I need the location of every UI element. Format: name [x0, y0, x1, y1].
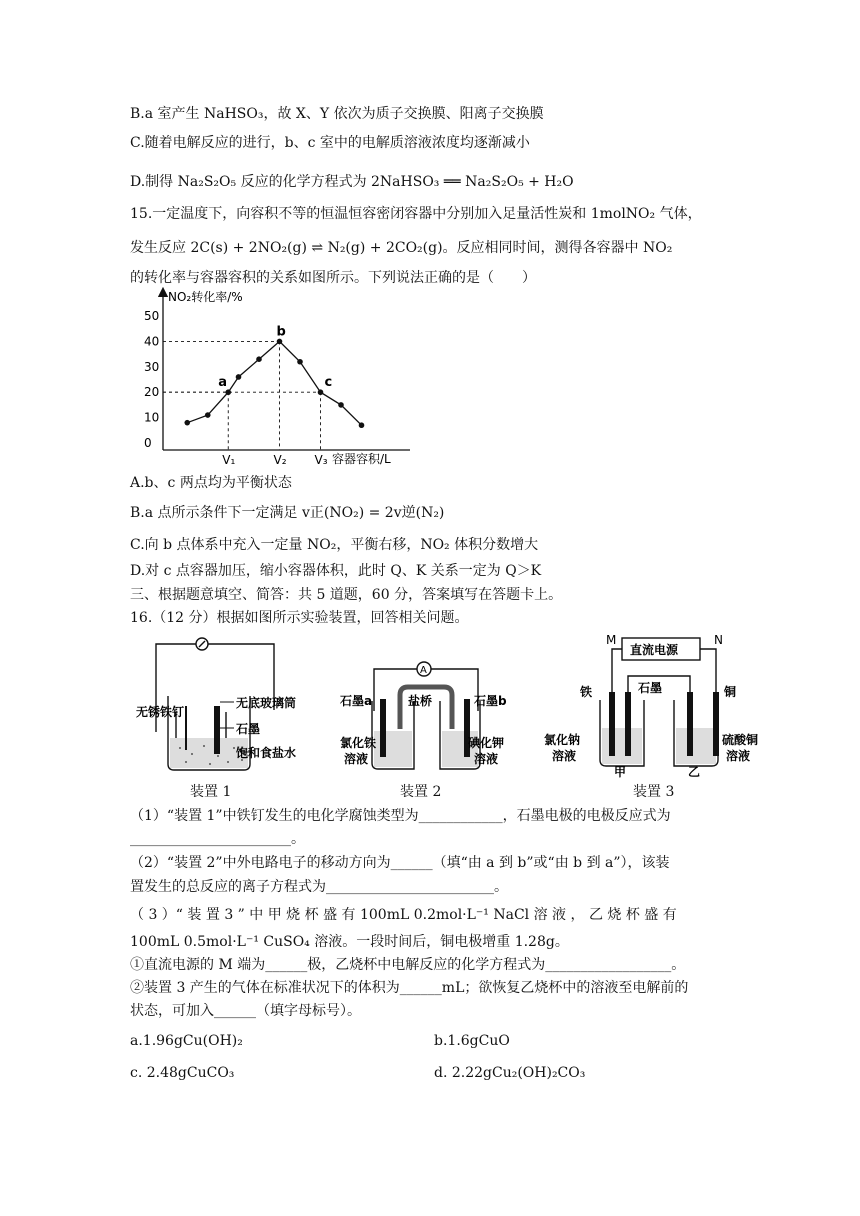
y-tick-label: 30	[144, 359, 160, 374]
option-a: A.b、c 两点均为平衡状态	[130, 475, 292, 491]
option-b: B.a 点所示条件下一定满足 v正(NO₂) = 2v逆(N₂)	[130, 505, 445, 521]
x-tick-label: V₂	[273, 453, 287, 467]
ammeter-label: A	[420, 665, 427, 676]
graphite-electrode	[625, 692, 631, 756]
nacl-label2: 溶液	[552, 749, 577, 763]
series-line	[187, 341, 361, 425]
question-15-line1: 15.一定温度下，向容积不等的恒温恒容密闭容器中分别加入足量活性炭和 1molNO₂ 气体，	[130, 206, 702, 222]
data-point	[297, 359, 303, 365]
part-1-line1: （1）“装置 1”中铁钉发生的电化学腐蚀类型为____________，石墨电极的电极反应式为	[130, 808, 671, 824]
jia-label: 甲	[614, 765, 627, 778]
point-label-c: c	[324, 375, 333, 391]
data-point	[277, 339, 283, 345]
data-point	[225, 389, 231, 395]
data-point	[318, 389, 324, 395]
x-tick-label: V₃	[314, 453, 328, 467]
y-tick-label: 10	[144, 410, 160, 425]
y-tick-label: 50	[144, 309, 160, 324]
option-d: D.对 c 点容器加压，缩小容器体积，此时 Q、K 关系一定为 Q＞K	[130, 563, 542, 579]
caption-2: 装置 2	[400, 784, 442, 800]
ki-label2: 溶液	[474, 752, 499, 766]
graphite-label: 石墨	[236, 722, 261, 736]
copper-label: 铜	[724, 685, 737, 699]
part-1-line2: _______________________。	[130, 831, 305, 847]
tube-label: 无底玻璃筒	[236, 696, 297, 710]
iron-electrode	[609, 692, 615, 756]
m-label: M	[606, 633, 617, 647]
fecl3-label: 氯化铁	[340, 736, 377, 750]
nacl-label: 氯化钠	[544, 733, 581, 747]
y-tick-label: 20	[144, 385, 160, 400]
caption-1: 装置 1	[190, 784, 232, 800]
cuso4-label2: 溶液	[726, 749, 751, 763]
n-label: N	[714, 633, 723, 647]
x-tick-label: V₁	[222, 453, 236, 467]
point-label-b: b	[276, 324, 286, 340]
data-point	[184, 420, 190, 426]
part-3-line5: 状态，可加入______（填字母标号）。	[130, 1003, 361, 1019]
data-point	[338, 402, 344, 408]
question-15-line2: 发生反应 2C(s) + 2NO₂(g) ⇌ N₂(g) + 2CO₂(g)。反应相同时间，测得各容器中 NO₂	[130, 240, 673, 256]
data-point	[256, 356, 262, 362]
part-3-line2: 100mL 0.5mol·L⁻¹ CuSO₄ 溶液。一段时间后，铜电极增重 1.28g。	[130, 934, 569, 950]
apparatus-1	[130, 636, 330, 786]
option-c-prev: C.随着电解反应的进行，b、c 室中的电解质溶液浓度均逐渐减小	[130, 135, 530, 151]
graphite-b-label: 石墨b	[474, 694, 507, 708]
fecl3-label2: 溶液	[344, 752, 369, 766]
apparatus-2	[340, 655, 540, 775]
cuso4-label: 硫酸铜	[722, 733, 759, 747]
caption-3: 装置 3	[633, 784, 675, 800]
data-point	[205, 412, 211, 418]
data-point	[236, 374, 242, 380]
part-3-line4: ②装置 3 产生的气体在标准状况下的体积为______mL；欲恢复乙烧杯中的溶液至电解前的	[130, 980, 689, 996]
part-3-line3: ①直流电源的 M 端为______极，乙烧杯中电解反应的化学方程式为__________________。	[130, 957, 686, 973]
graphite-a-label: 石墨a	[340, 694, 373, 708]
graphite-a	[380, 699, 386, 757]
part-2-line2: 置发生的总反应的离子方程式为________________________。	[130, 879, 508, 895]
question-16: 16.（12 分）根据如图所示实验装置，回答相关问题。	[130, 610, 469, 626]
point-label-a: a	[218, 375, 228, 391]
graphite-rod	[214, 706, 220, 754]
section-3-heading: 三、根据题意填空、简答：共 5 道题，60 分，答案填写在答题卡上。	[130, 587, 563, 603]
salt-bridge-label: 盐桥	[408, 694, 433, 708]
question-15-line3: 的转化率与容器容积的关系如图所示。下列说法正确的是（ ）	[130, 270, 536, 286]
part-2-line1: （2）“装置 2”中外电路电子的移动方向为______（填“由 a 到 b”或“由 b 到 a”），该装	[130, 855, 670, 871]
part-3-line1: （ 3 ）“ 装 置 3 ” 中 甲 烧 杯 盛 有 100mL 0.2mol·L⁻¹ NaCl 溶 液 ， 乙 烧 杯 盛 有	[130, 907, 677, 923]
choice-c: c. 2.48gCuCO₃	[130, 1065, 235, 1081]
ki-label: 碘化钾	[468, 736, 505, 750]
yi-label: 乙	[688, 765, 701, 778]
choice-d: d. 2.22gCu₂(OH)₂CO₃	[434, 1065, 586, 1081]
nail-label: 无锈铁钉	[136, 705, 185, 719]
apparatus-3	[540, 630, 770, 778]
option-b-prev: B.a 室产生 NaHSO₃，故 X、Y 依次为质子交换膜、阳离子交换膜	[130, 106, 544, 122]
graphite-label: 石墨	[638, 681, 663, 695]
graphite-electrode-2	[687, 692, 693, 756]
x-axis-label: 容器容积/L	[332, 452, 391, 466]
choice-a: a.1.96gCu(OH)₂	[130, 1033, 243, 1049]
dc-power-label: 直流电源	[630, 643, 679, 657]
iron-label: 铁	[580, 685, 593, 699]
y-tick-label: 0	[144, 436, 152, 450]
brine-label: 饱和食盐水	[236, 746, 297, 760]
choice-b: b.1.6gCuO	[434, 1033, 510, 1049]
y-tick-label: 40	[144, 334, 160, 349]
data-point	[359, 422, 365, 428]
y-axis-label: NO₂转化率/%	[168, 290, 243, 304]
conversion-chart	[130, 286, 430, 476]
option-c: C.向 b 点体系中充入一定量 NO₂，平衡右移，NO₂ 体积分数增大	[130, 537, 539, 553]
option-d-prev: D.制得 Na₂S₂O₅ 反应的化学方程式为 2NaHSO₃ ══ Na₂S₂O₅ + H₂O	[130, 174, 574, 190]
copper-electrode	[713, 692, 719, 756]
